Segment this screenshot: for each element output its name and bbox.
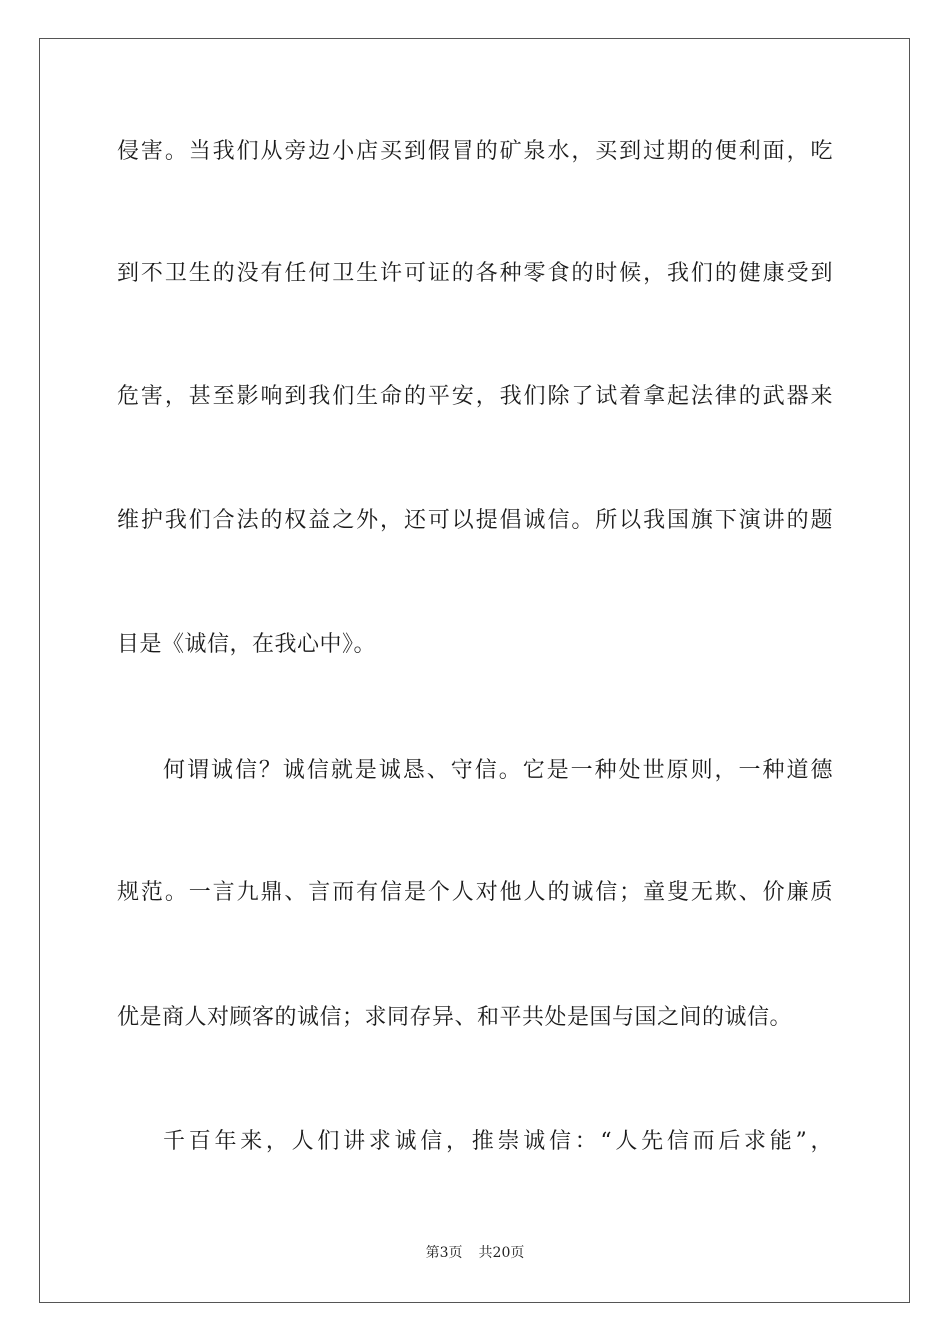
page-border bbox=[39, 38, 910, 1303]
text-line-3: 危害，甚至影响到我们生命的平安，我们除了试着拿起法律的武器来 bbox=[117, 384, 833, 409]
page-number: 第3页 bbox=[425, 1245, 463, 1261]
text-line-1: 侵害。当我们从旁边小店买到假冒的矿泉水，买到过期的便利面，吃 bbox=[117, 139, 833, 164]
page-total: 共20页 bbox=[478, 1245, 525, 1261]
text-line-6: 何谓诚信？诚信就是诚恳、守信。它是一种处世原则，一种道德 bbox=[163, 758, 833, 783]
text-line-2: 到不卫生的没有任何卫生许可证的各种零食的时候，我们的健康受到 bbox=[117, 261, 833, 286]
page-footer bbox=[0, 1243, 950, 1263]
text-line-5: 目是《诚信，在我心中》。 bbox=[117, 632, 377, 657]
text-line-9: 千百年来，人们讲求诚信，推崇诚信：“人先信而后求能”， bbox=[163, 1129, 833, 1154]
text-line-4: 维护我们合法的权益之外，还可以提倡诚信。所以我国旗下演讲的题 bbox=[117, 508, 833, 533]
text-line-7: 规范。一言九鼎、言而有信是个人对他人的诚信；童叟无欺、价廉质 bbox=[117, 880, 833, 905]
text-line-8: 优是商人对顾客的诚信；求同存异、和平共处是国与国之间的诚信。 bbox=[117, 1005, 793, 1030]
